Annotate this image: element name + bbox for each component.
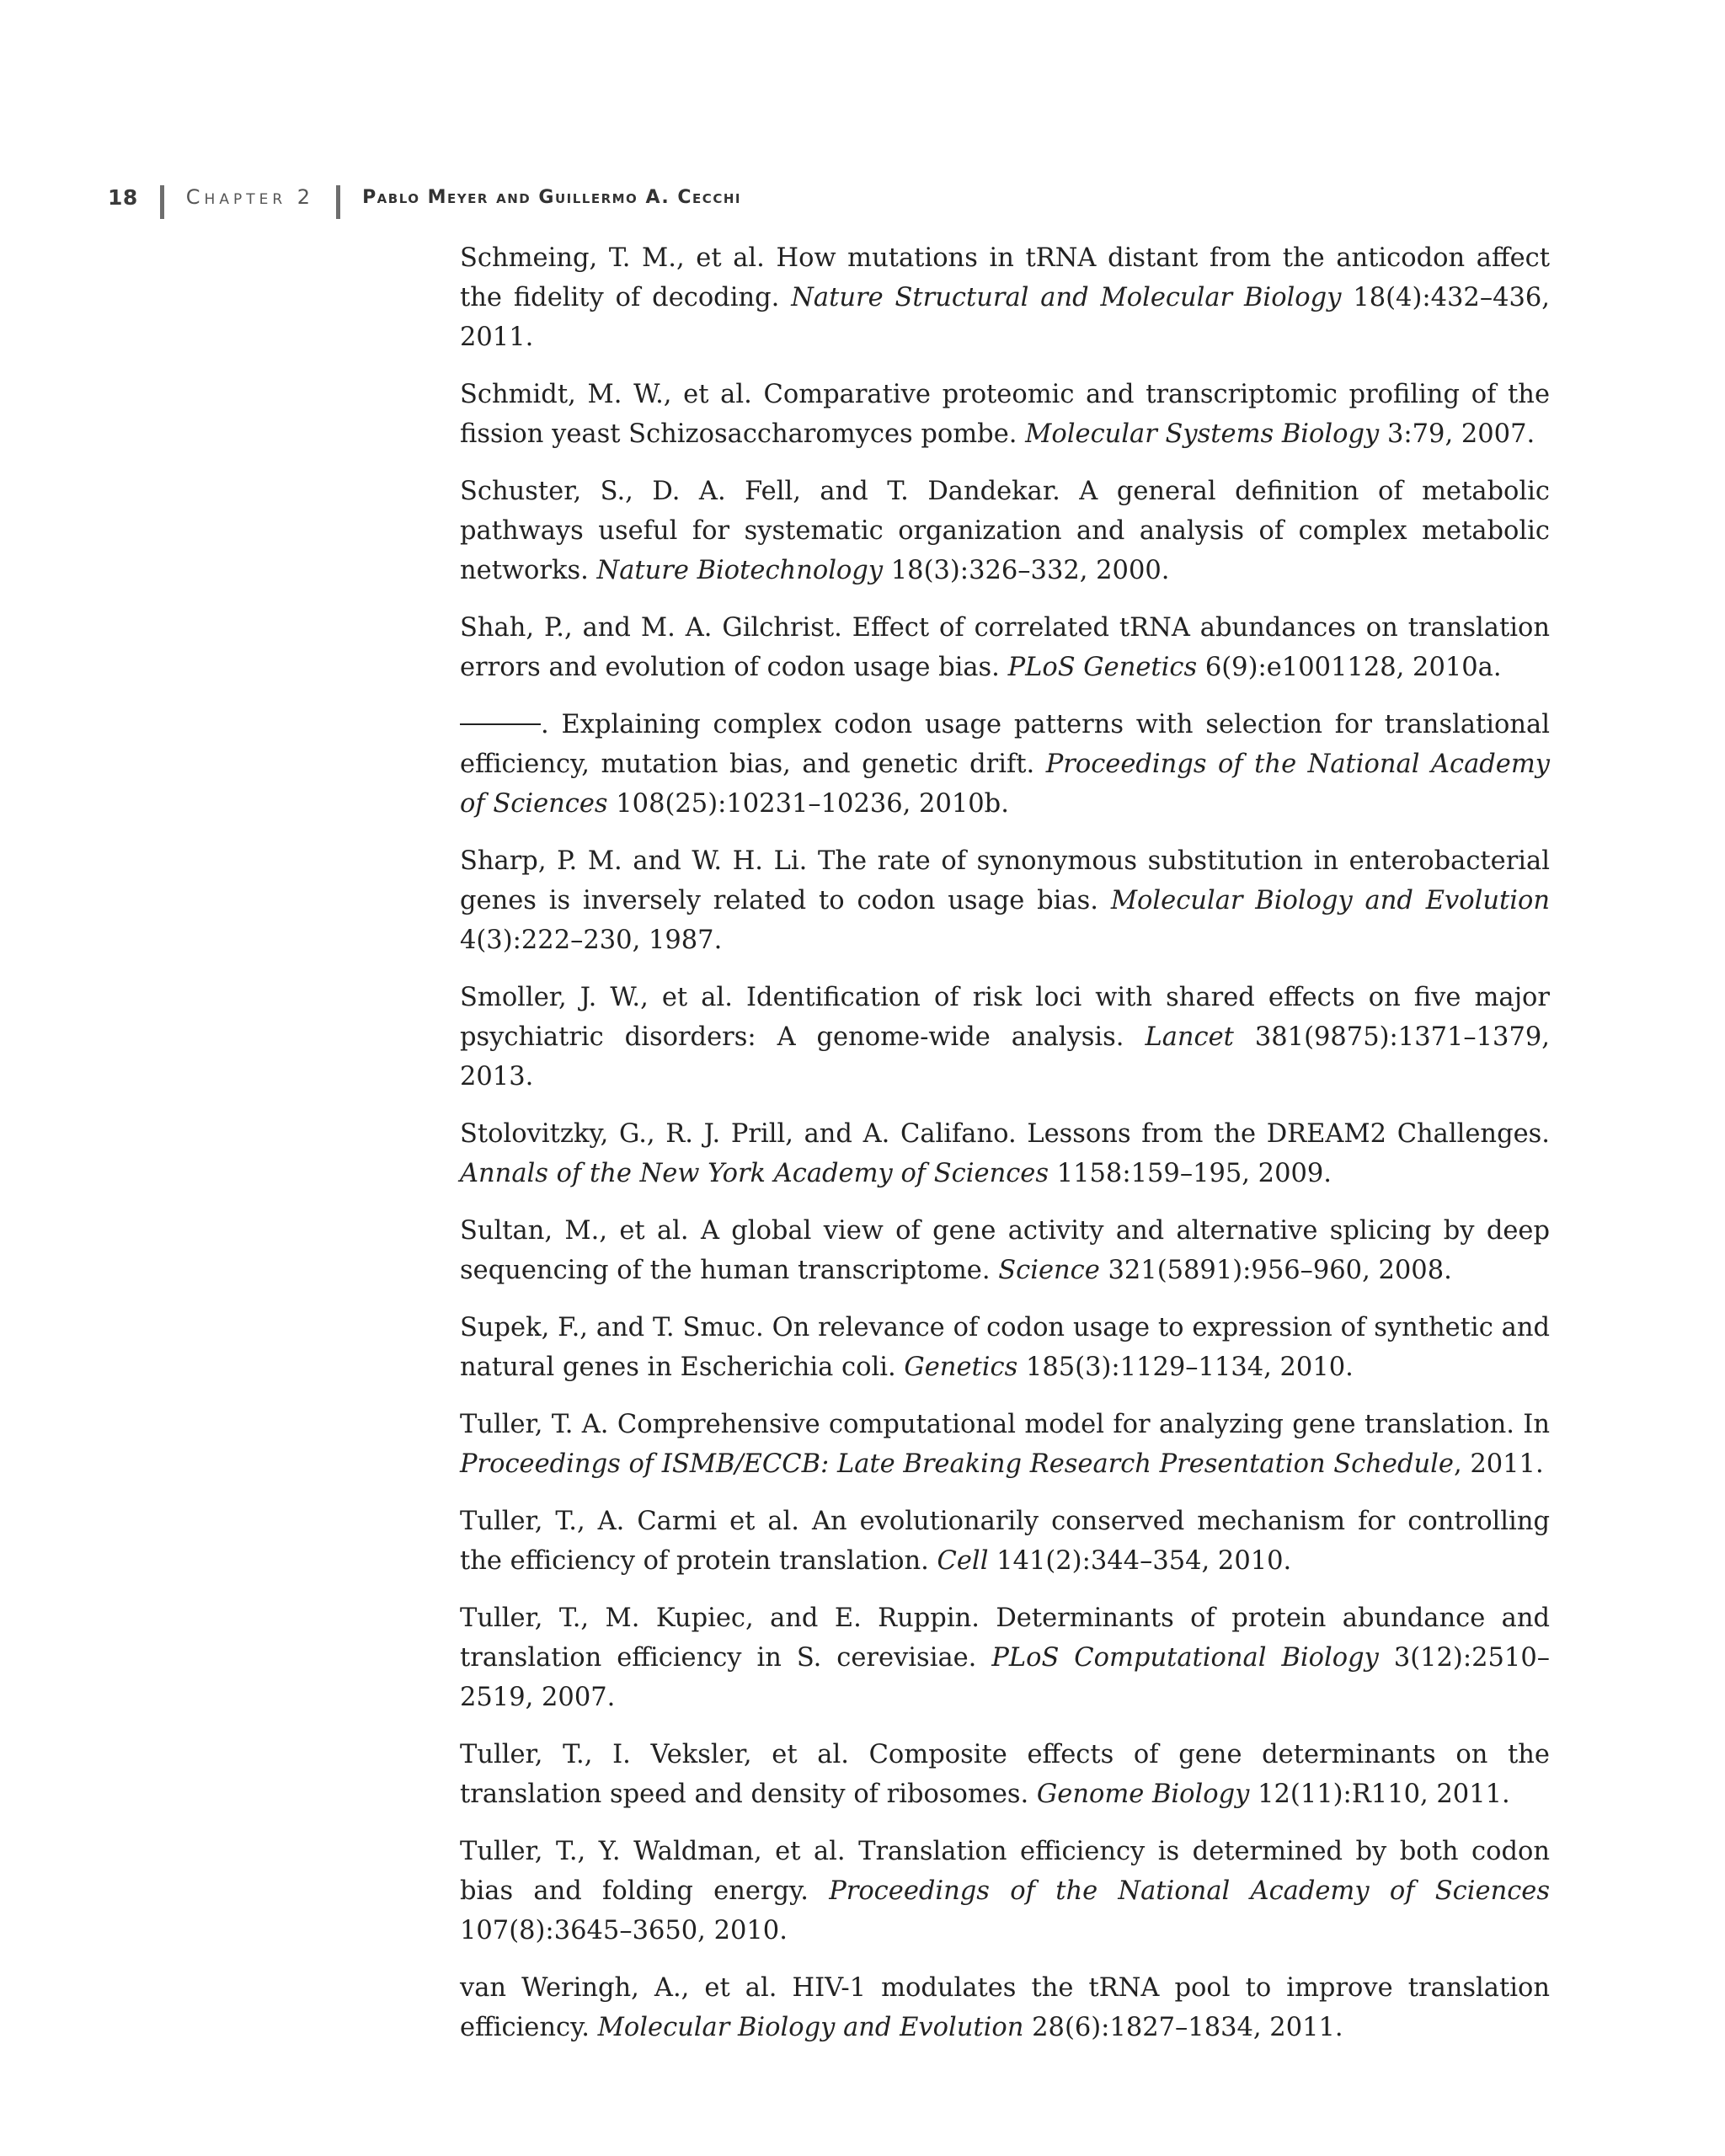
repeated-author-dash xyxy=(460,723,541,725)
reference-entry xyxy=(460,375,1550,454)
reference-journal: PLoS Computational Biology xyxy=(991,1643,1379,1673)
reference-title: The rate of synonymous substitution in enterobacterial genes is inversely related to codon usage bias. xyxy=(460,846,1550,915)
reference-entry xyxy=(460,1114,1550,1193)
reference-details: 381(9875):1371–1379, 2013. xyxy=(460,1022,1550,1091)
reference-journal: Molecular Biology and Evolution xyxy=(597,2013,1024,2042)
reference-entry xyxy=(460,1832,1550,1951)
reference-details: 1158:159–195, 2009. xyxy=(1056,1159,1332,1188)
reference-entry xyxy=(460,705,1550,824)
reference-journal: Lancet xyxy=(1145,1022,1234,1052)
reference-journal: Annals of the New York Academy of Sciences xyxy=(460,1159,1049,1188)
reference-title: Effect of correlated tRNA abundances on translation errors and evolution of codon usage bias. xyxy=(460,613,1550,682)
reference-title: Lessons from the DREAM2 Challenges. xyxy=(1027,1119,1550,1149)
reference-entry xyxy=(460,841,1550,960)
reference-journal: Proceedings of the National Academy of Sciences xyxy=(829,1876,1550,1906)
reference-entry xyxy=(460,1502,1550,1581)
reference-details: 185(3):1129–1134, 2010. xyxy=(1025,1353,1354,1382)
reference-entry xyxy=(460,472,1550,590)
reference-title: Determinants of protein abundance and translation efficiency in S. cerevisiae. xyxy=(460,1604,1550,1673)
reference-details: 18(3):326–332, 2000. xyxy=(890,556,1170,585)
reference-authors: Smoller, J. W., et al. xyxy=(460,983,733,1012)
reference-title: Comprehensive computational model for analyzing gene translation. In xyxy=(617,1410,1550,1439)
reference-authors: Stolovitzky, G., R. J. Prill, and A. Califano. xyxy=(460,1119,1017,1149)
reference-details: , 2011. xyxy=(1453,1449,1544,1479)
reference-title: Comparative proteomic and transcriptomic profiling of the fission yeast Schizosaccharomyces pombe. xyxy=(460,380,1551,449)
reference-entry xyxy=(460,1968,1550,2047)
reference-authors: Schmidt, M. W., et al. xyxy=(460,380,752,409)
reference-journal: Proceedings of the National Academy of Sciences xyxy=(460,750,1550,819)
reference-title: A general definition of metabolic pathways useful for systematic organization and analysis of complex metabolic networks. xyxy=(460,477,1551,585)
reference-authors: Tuller, T., I. Veksler, et al. xyxy=(460,1740,849,1769)
reference-title: Translation efficiency is determined by both codon bias and folding energy. xyxy=(460,1837,1551,1906)
reference-title: . Explaining complex codon usage patterns with selection for translational efficiency, mutation bias, and genetic drift. xyxy=(460,710,1550,779)
reference-authors: Supek, F., and T. Smuc. xyxy=(460,1313,764,1342)
reference-authors: Tuller, T., M. Kupiec, and E. Ruppin. xyxy=(460,1604,980,1633)
reference-title: HIV-1 modulates the tRNA pool to improve translation efficiency. xyxy=(460,1973,1551,2042)
reference-journal: Nature Structural and Molecular Biology xyxy=(791,283,1342,312)
reference-authors: Sharp, P. M. and W. H. Li. xyxy=(460,846,808,876)
reference-journal: Science xyxy=(998,1256,1100,1285)
reference-entry xyxy=(460,1598,1550,1717)
reference-journal: Genome Biology xyxy=(1036,1780,1250,1809)
reference-journal: Proceedings of ISMB/ECCB: Late Breaking Research Presentation Schedule xyxy=(460,1449,1454,1479)
reference-title: An evolutionarily conserved mechanism for controlling the efficiency of protein translation. xyxy=(460,1507,1550,1576)
reference-entry xyxy=(460,1405,1550,1484)
reference-journal: Genetics xyxy=(904,1353,1018,1382)
chapter-authors: Pablo Meyer and Guillermo A. Cecchi xyxy=(362,186,741,208)
reference-title: A global view of gene activity and alternative splicing by deep sequencing of the human transcriptome. xyxy=(460,1216,1550,1285)
reference-entry xyxy=(460,1735,1550,1814)
reference-entry xyxy=(460,978,1550,1097)
reference-journal: Nature Biotechnology xyxy=(596,556,884,585)
reference-details: 4(3):222–230, 1987. xyxy=(460,926,723,955)
reference-authors: Schuster, S., D. A. Fell, and T. Dandekar. xyxy=(460,477,1060,506)
page-number: 18 xyxy=(108,184,138,210)
reference-title: Composite effects of gene determinants on the translation speed and density of ribosomes. xyxy=(460,1740,1550,1809)
reference-details: 141(2):344–354, 2010. xyxy=(996,1546,1292,1576)
reference-authors: Sultan, M., et al. xyxy=(460,1216,689,1246)
reference-details: 12(11):R110, 2011. xyxy=(1258,1780,1510,1809)
reference-authors: Shah, P., and M. A. Gilchrist. xyxy=(460,613,842,643)
reference-entry xyxy=(460,238,1550,357)
header-divider xyxy=(336,185,340,219)
reference-list xyxy=(460,238,1550,2065)
reference-entry xyxy=(460,1308,1550,1387)
reference-details: 6(9):e1001128, 2010a. xyxy=(1204,653,1502,682)
reference-title: Identification of risk loci with shared effects on five major psychiatric disorders: A genome-wide analysis. xyxy=(460,983,1551,1052)
reference-details: 3(12):2510–2519, 2007. xyxy=(460,1643,1550,1712)
reference-journal: Molecular Systems Biology xyxy=(1025,419,1380,449)
reference-journal: PLoS Genetics xyxy=(1007,653,1198,682)
reference-details: 108(25):10231–10236, 2010b. xyxy=(616,789,1009,819)
reference-entry xyxy=(460,1211,1550,1290)
reference-authors: Schmeing, T. M., et al. xyxy=(460,243,765,273)
running-head xyxy=(108,173,741,221)
reference-details: 18(4):432–436, 2011. xyxy=(460,283,1550,352)
reference-title: How mutations in tRNA distant from the anticodon affect the fidelity of decoding. xyxy=(460,243,1551,312)
reference-authors: Tuller, T., Y. Waldman, et al. xyxy=(460,1837,846,1866)
reference-title: On relevance of codon usage to expression of synthetic and natural genes in Escherichia coli. xyxy=(460,1313,1550,1382)
reference-details: 321(5891):956–960, 2008. xyxy=(1108,1256,1452,1285)
chapter-label: Chapter 2 xyxy=(185,185,315,209)
reference-journal: Cell xyxy=(937,1546,989,1576)
reference-details: 28(6):1827–1834, 2011. xyxy=(1032,2013,1343,2042)
reference-details: 107(8):3645–3650, 2010. xyxy=(460,1916,788,1945)
reference-entry xyxy=(460,608,1550,687)
reference-details: 3:79, 2007. xyxy=(1386,419,1535,449)
reference-authors: van Weringh, A., et al. xyxy=(460,1973,777,2003)
reference-authors: Tuller, T., A. Carmi et al. xyxy=(460,1507,799,1536)
reference-authors: Tuller, T. A. xyxy=(460,1410,609,1439)
reference-journal: Molecular Biology and Evolution xyxy=(1110,886,1550,915)
header-divider xyxy=(160,185,164,219)
